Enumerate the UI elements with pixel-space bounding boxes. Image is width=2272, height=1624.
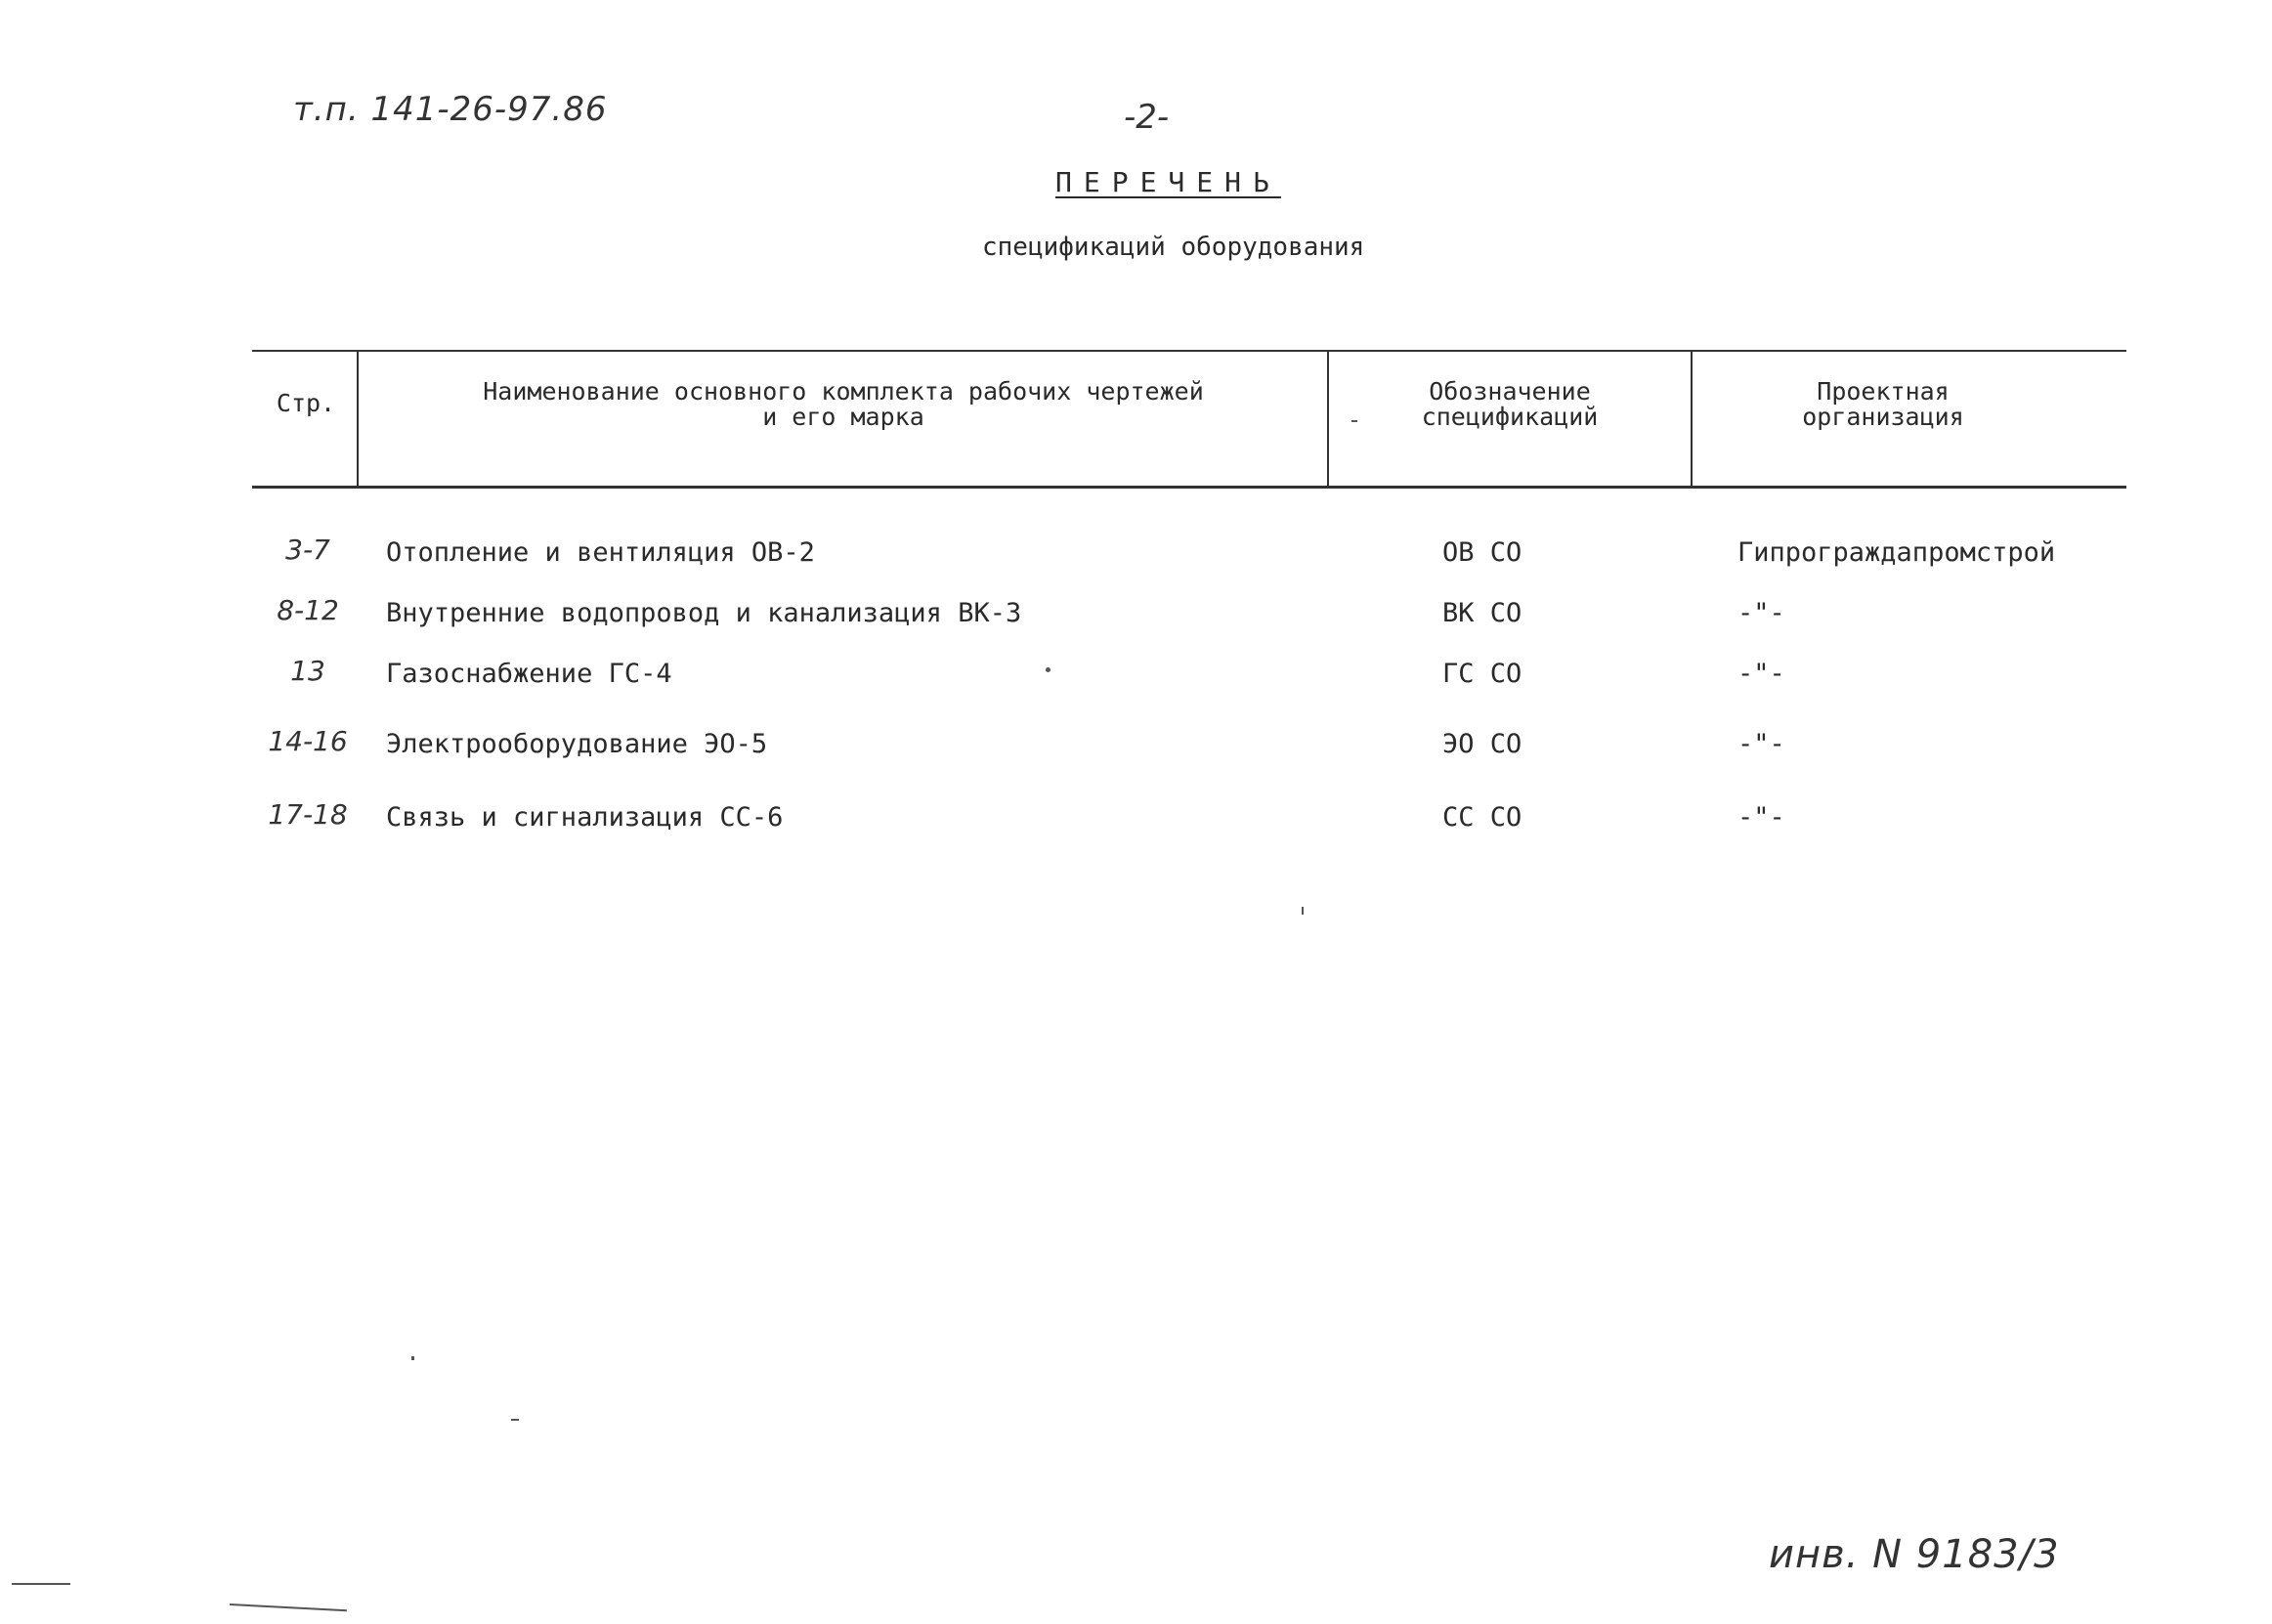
document-subtitle: спецификаций оборудования [982,233,1365,262]
header-name-line2: и его марка [762,403,924,431]
row-org: -"- [1737,802,1785,833]
scan-speck [1302,907,1304,915]
row-org: -"- [1737,659,1785,689]
scan-speck [511,1419,519,1421]
row-page: 17-18 [268,798,348,831]
row-code: ОВ СО [1442,537,1522,568]
table-row [0,534,2272,582]
row-code: ВК СО [1442,598,1522,628]
document-code: т.п. 141-26-97.86 [293,90,608,129]
row-page: 13 [290,655,325,687]
row-name: Внутренние водопровод и канализация ВК-3 [386,598,1022,628]
row-name: Отопление и вентиляция ОВ-2 [386,537,815,568]
header-org-line2: организация [1802,403,1964,431]
table-row [0,725,2272,774]
header-code [1329,379,1691,430]
row-org: -"- [1737,598,1785,628]
row-code: ЭО СО [1442,729,1522,759]
scan-edge-mark [12,1583,70,1585]
row-name: Электрооборудование ЭО-5 [386,729,768,759]
header-code-line1: Обозначение [1429,377,1591,406]
table-row [0,594,2272,643]
row-code: ГС СО [1442,659,1522,689]
header-org [1693,379,2074,430]
row-page: 14-16 [268,725,348,757]
table-row [0,655,2272,704]
row-name: Связь и сигнализация СС-6 [386,802,784,833]
header-name-line1: Наименование основного комплекта рабочих чертежей [483,377,1204,406]
inventory-number: инв. N 9183/3 [1769,1532,2060,1577]
header-code-line2: спецификаций [1421,403,1599,431]
scan-speck [1046,667,1050,672]
column-divider [357,352,359,488]
scan-edge-mark [230,1603,347,1611]
header-page: Стр. [276,389,336,417]
row-code: СС СО [1442,802,1522,833]
scan-speck [411,1356,414,1360]
table-top-rule [252,350,2126,352]
row-page: 3-7 [285,534,330,566]
row-org: -"- [1737,729,1785,759]
header-org-line1: Проектная [1817,377,1950,406]
header-name [360,379,1327,430]
document-title: ПЕРЕЧЕНЬ [1055,166,1281,198]
row-org: Гипрограждапромстрой [1737,537,2056,568]
table-row [0,798,2272,847]
scan-speck [1351,420,1357,422]
page-number: -2- [1124,98,1170,137]
row-page: 8-12 [277,594,339,626]
row-name: Газоснабжение ГС-4 [386,659,672,689]
table-header-rule [252,486,2126,489]
